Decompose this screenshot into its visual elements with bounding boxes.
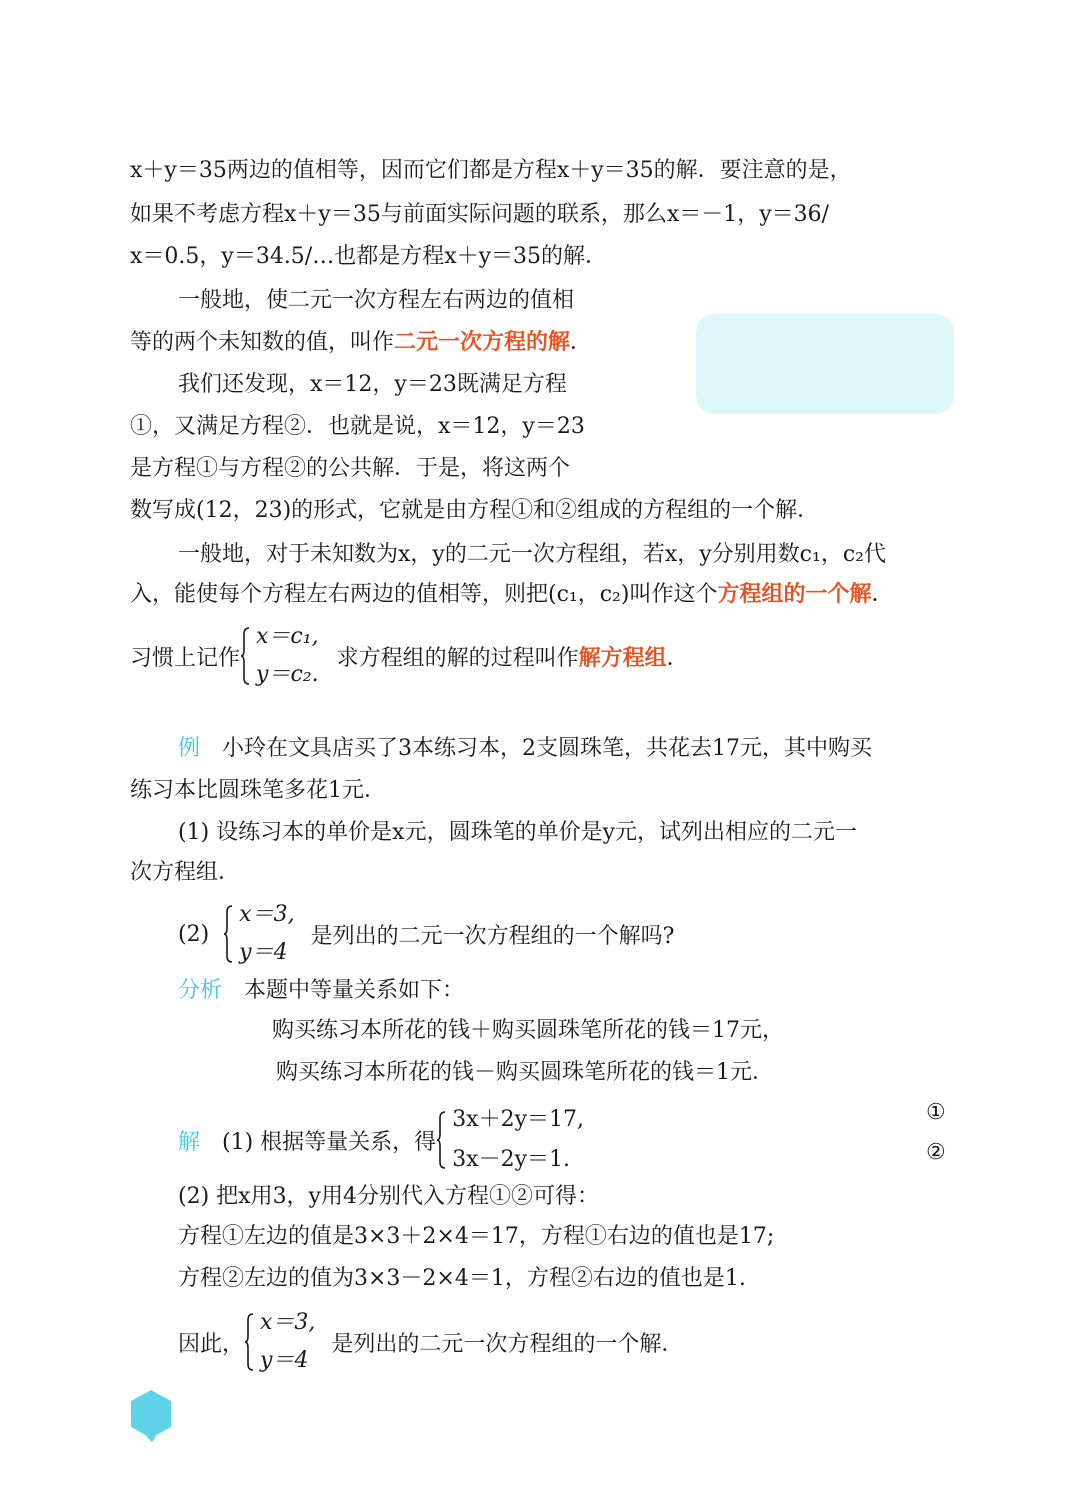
equation: x＝c₁, [256, 624, 319, 649]
left-brace-icon [244, 1312, 254, 1372]
text-line: ①，又满足方程②．也就是说，x＝12，y＝23 [130, 414, 585, 439]
example-line [178, 734, 872, 764]
equation-system [256, 618, 319, 694]
text-line: 是方程①与方程②的公共解．于是，将这两个 [130, 456, 571, 481]
text-line: 练习本比圆珠笔多花1元． [130, 778, 386, 803]
notation-line [130, 618, 689, 694]
text-span: 求方程组的解的过程叫作 [336, 645, 579, 671]
equation-system [260, 1304, 315, 1380]
text-line: 数写成(12，23)的形式，它就是由方程①和②组成的方程组的一个解． [130, 498, 820, 523]
text-span: 是列出的二元一次方程组的一个解吗? [310, 923, 675, 949]
text-span: 小玲在文具店买了3本练习本，2支圆珠笔，共花去17元，其中购买 [222, 736, 873, 761]
equation: x＝3, [239, 902, 295, 927]
key-term: 方程组的一个解 [717, 582, 872, 607]
key-term: 二元一次方程的解 [394, 330, 571, 355]
text-span: 习惯上记作 [130, 645, 241, 671]
equation: 3x＋2y＝17, [452, 1107, 585, 1132]
equation: x＝3, [260, 1310, 316, 1335]
conclusion-line [178, 1304, 683, 1380]
left-brace-icon [240, 626, 250, 686]
text-line: 方程①左边的值是3×3＋2×4＝17，方程①右边的值也是17; [178, 1224, 775, 1249]
text-line: (1) 设练习本的单价是x元，圆珠笔的单价是y元，试列出相应的二元一 [178, 820, 857, 845]
definition-line [130, 328, 592, 358]
text-line: 如果不考虑方程x＋y＝35与前面实际问题的联系，那么x＝－1，y＝36/ [130, 202, 830, 227]
text-span: (2) [178, 921, 210, 947]
key-term: 解方程组 [578, 645, 667, 671]
analysis-label: 分析 [178, 978, 223, 1003]
equation-mark: ② [926, 1140, 946, 1165]
equation: y＝4 [260, 1348, 309, 1373]
analysis-line [178, 976, 464, 1006]
text-span: 是列出的二元一次方程组的一个解． [331, 1331, 684, 1357]
left-brace-icon [223, 904, 233, 964]
text-line: 购买练习本所花的钱＋购买圆珠笔所花的钱＝17元， [272, 1018, 784, 1043]
equation: y＝c₂. [256, 662, 319, 687]
question-line [178, 896, 674, 972]
margin-note-box [696, 314, 954, 414]
text-line: x＋y＝35两边的值相等，因而它们都是方程x＋y＝35的解．要注意的是， [130, 158, 852, 183]
text-span: 等的两个未知数的值，叫作 [130, 330, 395, 355]
text-line: 次方程组． [130, 860, 241, 885]
text-span: 入，能使每个方程左右两边的值相等，则把(c₁，c₂)叫作这个 [130, 582, 718, 607]
left-brace-icon [436, 1110, 446, 1170]
text-line: (2) 把x用3，y用4分别代入方程①②可得： [178, 1184, 599, 1209]
text-line: x＝0.5，y＝34.5/…也都是方程x＋y＝35的解． [130, 244, 608, 269]
definition-line [130, 580, 893, 610]
text-line: 购买练习本所花的钱－购买圆珠笔所花的钱＝1元． [276, 1060, 774, 1085]
page-marker-icon [128, 1388, 174, 1448]
text-span: ． [871, 582, 894, 607]
text-line: 一般地，使二元一次方程左右两边的值相 [178, 288, 575, 313]
equation-mark: ① [926, 1100, 946, 1125]
example-label: 例 [178, 736, 201, 761]
equation: y＝4 [239, 940, 288, 965]
equation-system [452, 1100, 584, 1180]
text-line: 一般地，对于未知数为x，y的二元一次方程组，若x，y分别用数c₁，c₂代 [178, 542, 886, 567]
solution-label: 解 [178, 1129, 201, 1155]
equation-system [239, 896, 294, 972]
text-line: 我们还发现，x＝12，y＝23既满足方程 [178, 372, 567, 397]
text-span: ． [570, 330, 593, 355]
text-span: ． [666, 645, 689, 671]
text-span: 本题中等量关系如下： [244, 978, 465, 1003]
text-span: 因此， [178, 1331, 245, 1357]
text-span: (1) 根据等量关系，得 [222, 1129, 437, 1155]
solution-line [178, 1100, 584, 1180]
text-line: 方程②左边的值为3×3－2×4＝1，方程②右边的值也是1. [178, 1266, 746, 1291]
equation: 3x－2y＝1. [452, 1147, 571, 1172]
